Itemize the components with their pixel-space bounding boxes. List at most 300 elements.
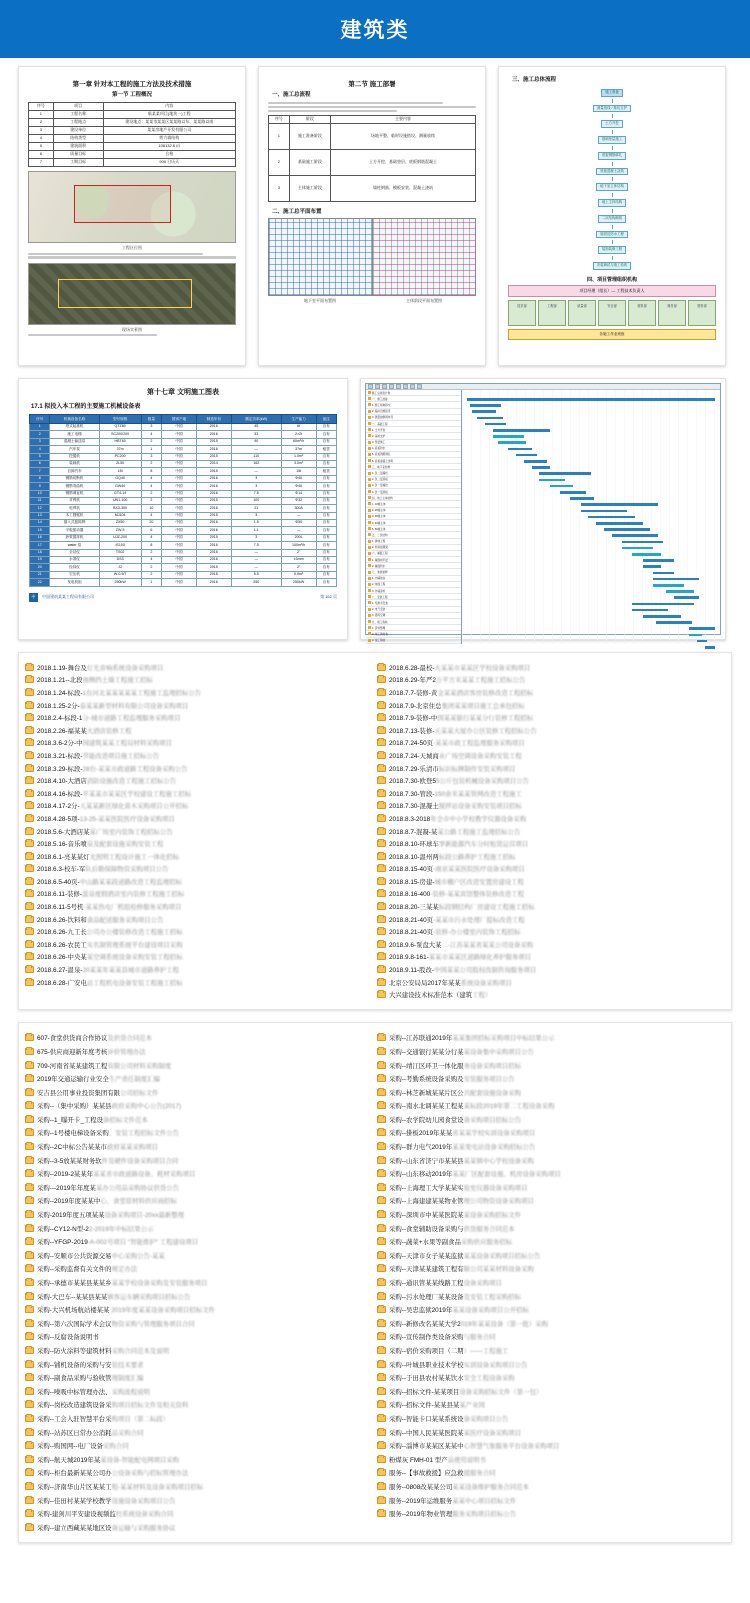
doc1-r6c2: 900 日历天 <box>103 159 236 167</box>
list-item[interactable] <box>25 1153 373 1167</box>
list-item[interactable] <box>377 1113 725 1127</box>
list-item[interactable] <box>377 1412 725 1426</box>
list-item[interactable] <box>25 1276 373 1290</box>
list-item[interactable] <box>377 863 725 876</box>
eq-cell: 中国 <box>162 520 197 527</box>
page-title: 建筑类 <box>340 19 410 42</box>
list-item-label: 采购--2C中标公告某某市政府某某采购项目 <box>37 1144 159 1152</box>
eq-cell: 6 <box>141 527 161 534</box>
list-item-label: 2018.8.20-三某某标段钢结构厂房建设工程施工招标 <box>389 904 535 912</box>
gantt-bar[interactable] <box>485 423 506 426</box>
list-item[interactable] <box>25 1113 373 1127</box>
list-item[interactable] <box>25 1126 373 1140</box>
list-item[interactable] <box>377 711 725 724</box>
gantt-bar[interactable] <box>653 572 674 575</box>
folder-icon <box>377 1252 386 1259</box>
eq-cell: SC200/200 <box>99 431 141 438</box>
folder-icon <box>377 1483 386 1490</box>
list-item[interactable] <box>377 1303 725 1317</box>
gantt-bar[interactable] <box>697 640 707 643</box>
list-item[interactable] <box>25 1099 373 1113</box>
list-item[interactable] <box>25 1439 373 1453</box>
eq-cell: 自有 <box>316 490 336 497</box>
list-item[interactable] <box>25 863 373 876</box>
list-item[interactable] <box>377 837 725 850</box>
list-item-label: 2018.3.21-标段-节能改造项目施工招标公告 <box>37 752 160 760</box>
folder-icon <box>25 1197 34 1204</box>
list-item[interactable] <box>377 1371 725 1385</box>
gantt-bar[interactable] <box>705 646 715 649</box>
eq-cell: 2 <box>30 431 50 438</box>
task-label: 6. 底板混凝土浇筑 <box>372 459 394 463</box>
doc3-title: 三、施工总体流程 <box>512 77 557 83</box>
eq-cell: 中国 <box>162 542 197 549</box>
list-item-label: 2018.7.24-天城商业广场空调设备采购安装工程 <box>389 752 522 760</box>
list-item[interactable] <box>25 850 373 863</box>
list-item-label: 采购--通讯管某某线路工程设备采购项目 <box>389 1280 502 1288</box>
list-item[interactable] <box>25 1045 373 1059</box>
list-item[interactable] <box>25 825 373 838</box>
gantt-bar[interactable] <box>632 609 668 612</box>
eq-cell: 混凝土输送泵 <box>50 438 99 445</box>
list-item[interactable] <box>377 1221 725 1235</box>
doc-thumbnail-2[interactable] <box>258 66 486 366</box>
doc1-r6c1: 工期目标 <box>53 159 103 167</box>
list-item[interactable] <box>377 1466 725 1480</box>
task-label: 八、安装工程 <box>372 595 388 599</box>
list-item[interactable] <box>377 787 725 800</box>
gantt-bar[interactable] <box>596 522 642 525</box>
eq-cell: 2 <box>141 549 161 556</box>
gantt-bar[interactable] <box>689 627 715 630</box>
list-item-label: 北京公安局局2017年某某系统设备采购项目 <box>389 979 512 987</box>
folder-icon <box>25 1143 34 1150</box>
list-item[interactable] <box>377 1249 725 1263</box>
list-item[interactable] <box>25 1058 373 1072</box>
folder-icon <box>25 1034 34 1041</box>
gantt-bar[interactable] <box>581 503 658 506</box>
list-item[interactable] <box>25 925 373 938</box>
gantt-window <box>365 383 721 643</box>
folder-icon <box>377 1333 386 1340</box>
list-item[interactable] <box>377 988 725 1001</box>
list-item[interactable] <box>377 1167 725 1181</box>
task-label: 3. 通风空调 <box>372 614 386 618</box>
list-item[interactable] <box>25 875 373 888</box>
doc2-r1c0: 2 <box>269 149 290 175</box>
list-item[interactable] <box>25 674 373 687</box>
flow-connector <box>612 209 613 213</box>
gantt-bar[interactable] <box>493 429 550 432</box>
toolbar-open-icon[interactable] <box>375 384 380 389</box>
list-item-label: 2018.7.29-乐清市标识标牌制作安装采购项目 <box>389 765 516 773</box>
list-item[interactable] <box>377 800 725 813</box>
gantt-bar[interactable] <box>632 603 694 606</box>
list-item[interactable] <box>25 1507 373 1521</box>
list-item[interactable] <box>377 1289 725 1303</box>
list-item[interactable] <box>377 1058 725 1072</box>
folder-icon <box>25 928 34 935</box>
list-item[interactable] <box>377 774 725 787</box>
list-item[interactable] <box>377 913 725 926</box>
gantt-bar[interactable] <box>477 417 503 420</box>
flow-node: 施工准备 <box>601 89 623 97</box>
gantt-chart-thumbnail[interactable] <box>360 378 726 643</box>
list-item[interactable] <box>377 925 725 938</box>
list-item[interactable] <box>25 913 373 926</box>
list-item[interactable] <box>377 1126 725 1140</box>
eq-cell: — <box>231 564 281 571</box>
list-item[interactable] <box>377 1452 725 1466</box>
list-item[interactable] <box>377 737 725 750</box>
list-item[interactable] <box>377 1181 725 1195</box>
doc-thumbnail-1[interactable] <box>18 66 246 366</box>
doc1-img1-caption: 工程区位图 <box>122 245 142 250</box>
list-item[interactable] <box>377 1425 725 1439</box>
doc1-r0c0: 1 <box>29 111 54 119</box>
gantt-bar[interactable] <box>622 541 663 544</box>
list-item[interactable] <box>377 1330 725 1344</box>
list-item[interactable] <box>25 1235 373 1249</box>
gantt-bar[interactable] <box>653 578 699 581</box>
folder-icon <box>377 903 386 910</box>
gantt-bar[interactable] <box>604 528 650 531</box>
folder-icon <box>377 1510 386 1517</box>
folder-icon <box>377 1497 386 1504</box>
list-item[interactable] <box>25 1072 373 1086</box>
list-item[interactable] <box>377 699 725 712</box>
folder-icon <box>25 1497 34 1504</box>
task-marker-icon <box>368 391 371 394</box>
eq-cell: 45 <box>231 424 281 431</box>
eq-cell: 4 <box>30 446 50 453</box>
list-item[interactable] <box>25 900 373 913</box>
eq-cell: 自有 <box>316 505 336 512</box>
list-item[interactable] <box>377 674 725 687</box>
task-marker-icon <box>368 571 371 574</box>
task-marker-icon <box>368 608 371 611</box>
gantt-bar[interactable] <box>689 634 702 637</box>
list-item[interactable] <box>25 951 373 964</box>
list-item[interactable] <box>25 1520 373 1534</box>
list-item[interactable] <box>377 1085 725 1099</box>
list-item[interactable] <box>377 875 725 888</box>
gantt-bar[interactable] <box>560 491 586 494</box>
equipment-table-thumbnail[interactable] <box>18 378 348 640</box>
eq-cell: 2016 <box>196 579 231 586</box>
list-item[interactable] <box>377 1439 725 1453</box>
doc1-th-0: 序号 <box>29 103 54 111</box>
eq-cell: 钢筋调直机 <box>50 490 99 497</box>
table-row <box>30 542 337 549</box>
list-item[interactable] <box>25 1384 373 1398</box>
list-item[interactable] <box>25 1317 373 1331</box>
list-item[interactable] <box>377 1099 725 1113</box>
folder-icon <box>25 802 34 809</box>
list-item[interactable] <box>377 900 725 913</box>
eq-cell: 300A <box>281 505 316 512</box>
eq-cell: TS02 <box>99 549 141 556</box>
toolbar-save-icon[interactable] <box>382 384 387 389</box>
doc1-r3c0: 4 <box>29 135 54 143</box>
eq-cell: 自有 <box>316 564 336 571</box>
task-label: 4. 底板防水 <box>372 447 386 451</box>
list-item[interactable] <box>377 1045 725 1059</box>
eq-cell: 2016 <box>196 542 231 549</box>
task-label: 3. 测量控制网布设 <box>372 416 394 420</box>
eq-cell: 250kW <box>281 579 316 586</box>
list-item[interactable] <box>377 825 725 838</box>
list-item[interactable] <box>25 976 373 989</box>
doc1-r1c2: 建设地点：某某市某某区某某路以东、某某路以南 <box>103 119 236 127</box>
task-label: 五、二次结构 <box>372 533 388 537</box>
list-item[interactable] <box>25 1208 373 1222</box>
flow-connector <box>612 99 613 103</box>
list-item[interactable] <box>25 1249 373 1263</box>
gantt-task-list[interactable] <box>366 390 462 644</box>
eq-th-0: 序号 <box>30 415 50 424</box>
list-item[interactable] <box>377 850 725 863</box>
toolbar-link-icon[interactable] <box>410 384 415 389</box>
eq-cell: 11 <box>30 497 50 504</box>
list-item[interactable] <box>25 1466 373 1480</box>
gantt-bar[interactable] <box>622 547 653 550</box>
task-label: 1. 施工场地移交 <box>372 403 391 407</box>
list-item[interactable] <box>25 774 373 787</box>
doc1-r3c1: 结构类型 <box>53 135 103 143</box>
toolbar-zoom-in-icon[interactable] <box>396 384 401 389</box>
gantt-bar[interactable] <box>470 404 501 407</box>
gantt-bar[interactable] <box>632 553 660 556</box>
toolbar-zoom-out-icon[interactable] <box>403 384 408 389</box>
list-item[interactable] <box>25 1357 373 1371</box>
list-item[interactable] <box>25 787 373 800</box>
list-item[interactable] <box>25 1452 373 1466</box>
eq-cell: 2016 <box>196 424 231 431</box>
list-item[interactable] <box>377 1398 725 1412</box>
list-item[interactable] <box>25 800 373 813</box>
list-item-label: 2018.1.21--北段南侧挡土墙工程施工招标 <box>37 677 153 685</box>
doc-thumbnail-3[interactable] <box>498 66 726 366</box>
list-item-label: 采购--于田县农村某某饮水安全工程设备采购 <box>389 1375 515 1383</box>
list-item[interactable] <box>25 888 373 901</box>
list-item[interactable] <box>25 1194 373 1208</box>
list-item[interactable] <box>377 938 725 951</box>
list-item[interactable] <box>25 1140 373 1154</box>
doc2-r2c1: 主体施工阶段 <box>289 175 330 201</box>
list-item[interactable] <box>377 1208 725 1222</box>
eq-cell: 2016 <box>196 520 231 527</box>
list-item[interactable] <box>377 888 725 901</box>
gantt-bar[interactable] <box>493 435 524 438</box>
list-item[interactable] <box>25 1412 373 1426</box>
list-item[interactable] <box>377 1031 725 1045</box>
list-item-label: 2018.5.6-大酒店某某广场室内装饰工程招标公告 <box>37 828 173 836</box>
eq-cell: 250kW <box>99 579 141 586</box>
list-item[interactable] <box>377 1262 725 1276</box>
list-item[interactable] <box>377 963 725 976</box>
list-item-label: 2018.8.21-40页-某某市污水处理厂提标改造工程 <box>389 916 525 924</box>
list-item[interactable] <box>377 1317 725 1331</box>
task-marker-icon <box>368 577 371 580</box>
eq-cell: 2" <box>281 549 316 556</box>
toolbar-print-icon[interactable] <box>389 384 394 389</box>
toolbar-new-icon[interactable] <box>368 384 373 389</box>
doc2-plan-superstructure <box>373 219 476 295</box>
gantt-timeline[interactable] <box>462 390 720 644</box>
list-item[interactable] <box>377 1507 725 1521</box>
eq-cell: 20 <box>141 520 161 527</box>
table-header-row <box>30 415 337 424</box>
folder-icon <box>377 840 386 847</box>
gantt-bar[interactable] <box>498 441 526 444</box>
doc1-r1c1: 工程地点 <box>53 119 103 127</box>
gantt-bar[interactable] <box>666 590 694 593</box>
gantt-bar[interactable] <box>550 485 573 488</box>
list-item[interactable] <box>377 1235 725 1249</box>
list-item[interactable] <box>25 1289 373 1303</box>
task-marker-icon <box>368 453 371 456</box>
gantt-bar[interactable] <box>539 472 591 475</box>
list-item[interactable] <box>25 1425 373 1439</box>
list-item[interactable] <box>25 1262 373 1276</box>
list-item[interactable] <box>377 1384 725 1398</box>
gantt-bar[interactable] <box>653 584 684 587</box>
table-row <box>30 557 337 564</box>
list-item-label: 采购--考勤系统设备采购及安装服务项目公告 <box>389 1076 515 1084</box>
folder-icon <box>25 828 34 835</box>
gantt-bar[interactable] <box>472 410 495 413</box>
list-item[interactable] <box>25 699 373 712</box>
gantt-bar[interactable] <box>612 534 658 537</box>
list-item[interactable] <box>377 1072 725 1086</box>
task-label: 2. 负二层顶板 <box>372 478 388 482</box>
gantt-bar[interactable] <box>643 559 674 562</box>
list-item[interactable] <box>25 1480 373 1494</box>
doc2-site-plans <box>268 218 476 296</box>
folder-icon <box>25 916 34 923</box>
gantt-bar[interactable] <box>516 454 537 457</box>
list-item-label: 采购-2019年度五项某某设备采购项目-20xx最新整理 <box>37 1212 185 1220</box>
list-item-label: 2018.8.15-房建-城市棚户区改造安置房建设工程 <box>389 878 524 886</box>
eq-cell: — <box>281 527 316 534</box>
list-item[interactable] <box>25 1493 373 1507</box>
task-marker-icon <box>368 422 371 425</box>
eq-cell: 110 <box>231 453 281 460</box>
list-item[interactable] <box>377 1357 725 1371</box>
task-marker-icon <box>368 397 371 400</box>
list-item[interactable] <box>377 1344 725 1358</box>
list-item[interactable] <box>25 1371 373 1385</box>
gantt-bar[interactable] <box>656 621 692 624</box>
list-item[interactable] <box>25 737 373 750</box>
list-item[interactable] <box>25 963 373 976</box>
list-item-label: 采购--济南华山片区某某工程-某某材料及设备采购项目招标 <box>37 1483 204 1491</box>
gantt-bar[interactable] <box>539 479 565 482</box>
gantt-bar[interactable] <box>570 497 593 500</box>
eq-cell: 中国 <box>162 475 197 482</box>
gantt-bar[interactable] <box>581 510 627 513</box>
folder-icon <box>377 802 386 809</box>
table-row <box>30 438 337 445</box>
list-item[interactable] <box>25 1181 373 1195</box>
list-item[interactable] <box>25 711 373 724</box>
list-item[interactable] <box>25 1303 373 1317</box>
eq-cell: 4 <box>141 483 161 490</box>
list-item[interactable] <box>25 1221 373 1235</box>
list-item[interactable] <box>377 1276 725 1290</box>
gantt-bar[interactable] <box>643 565 661 568</box>
doc1-r2c0: 3 <box>29 127 54 135</box>
list-item[interactable] <box>25 1085 373 1099</box>
thumbnail-row-2 <box>18 378 732 643</box>
list-item[interactable] <box>25 749 373 762</box>
eq-cell: — <box>231 557 281 564</box>
list-item[interactable] <box>377 976 725 989</box>
list-item[interactable] <box>25 1344 373 1358</box>
eq-cell: 自有 <box>316 557 336 564</box>
eq-cell: 中国 <box>162 527 197 534</box>
list-item[interactable] <box>25 938 373 951</box>
gantt-body <box>366 390 720 644</box>
list-item[interactable] <box>377 686 725 699</box>
list-item-label: 2018.2.26-福某某大酒店装修工程 <box>37 727 132 735</box>
gantt-bar[interactable] <box>674 596 700 599</box>
list-item[interactable] <box>377 1140 725 1154</box>
list-item-label: 2018.7.30-欧登55公斤包装机械设备采购项目公告 <box>389 778 529 786</box>
folder-icon <box>377 1116 386 1123</box>
list-item[interactable] <box>377 762 725 775</box>
list-item[interactable] <box>25 724 373 737</box>
doc2-cap-right: 主体阶段平面布置图 <box>406 297 442 303</box>
list-item-label: 2018.6.26-饮料和食品配送服务采购项目公告 <box>37 916 164 924</box>
gantt-bar[interactable] <box>508 448 531 451</box>
list-item[interactable] <box>25 837 373 850</box>
list-item[interactable] <box>377 1153 725 1167</box>
list-item[interactable] <box>377 1194 725 1208</box>
list-item[interactable] <box>377 1480 725 1494</box>
gantt-bar[interactable] <box>524 460 547 463</box>
gantt-bar[interactable] <box>588 516 634 519</box>
list-item[interactable] <box>377 749 725 762</box>
eq-th-8: 备注 <box>316 415 336 424</box>
list-item[interactable] <box>25 1031 373 1045</box>
list-item[interactable] <box>25 686 373 699</box>
list-item[interactable] <box>25 812 373 825</box>
footer-company: 中国建筑某某工程局有限公司 <box>42 594 94 600</box>
list-item[interactable] <box>25 1398 373 1412</box>
toolbar-filter-icon[interactable] <box>417 384 422 389</box>
list-item[interactable] <box>25 762 373 775</box>
folder-icon <box>25 1293 34 1300</box>
list-item[interactable] <box>25 1330 373 1344</box>
list-item[interactable] <box>377 661 725 674</box>
gantt-bar[interactable] <box>643 615 682 618</box>
folder-icon <box>25 1442 34 1449</box>
list-item[interactable] <box>377 724 725 737</box>
list-item[interactable] <box>377 951 725 964</box>
gantt-bar[interactable] <box>532 466 550 469</box>
list-item-label: 采购--2019年度某某中心、食堂原材料供应商招标 <box>37 1198 177 1206</box>
task-marker-icon <box>368 484 371 487</box>
list-item[interactable] <box>25 1167 373 1181</box>
eq-cell: 90 <box>231 438 281 445</box>
list-item[interactable] <box>377 1493 725 1507</box>
list-item[interactable] <box>377 812 725 825</box>
list-item[interactable] <box>25 661 373 674</box>
doc2-text-line <box>268 106 476 108</box>
gantt-bar[interactable] <box>467 398 715 401</box>
